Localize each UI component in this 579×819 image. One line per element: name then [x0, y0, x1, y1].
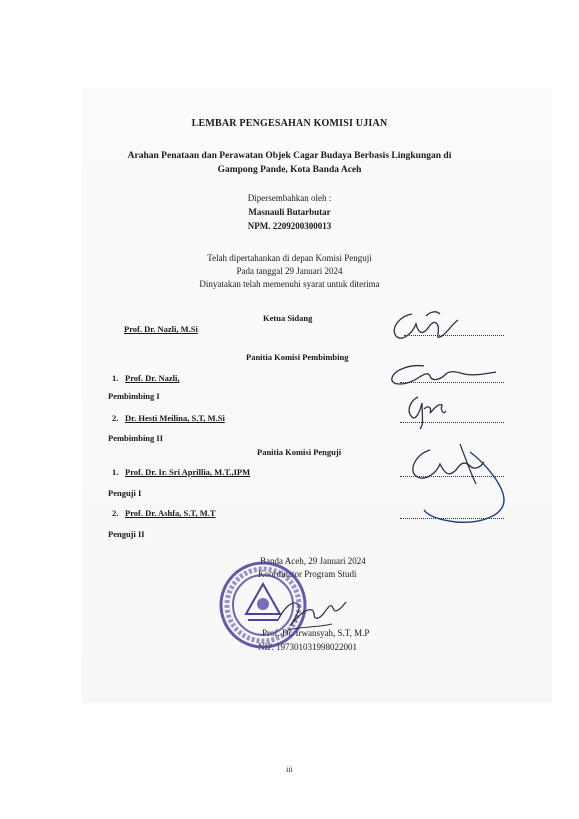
author-npm: NPM. 2209200300013: [247, 221, 332, 231]
coordinator-title: Koordinator Program Studi: [258, 569, 357, 579]
page-number: iii: [286, 765, 293, 774]
examiner-1-number: 1.: [112, 467, 119, 477]
examiner-2-name: Prof. Dr. Ashfa, S.T, M.T: [125, 508, 216, 518]
coordinator-nip: NIP. 197301031998022001: [258, 642, 358, 652]
examiner-heading: Panitia Komisi Penguji: [257, 447, 342, 457]
advisor-1-number: 1.: [112, 373, 119, 383]
defense-line2: Pada tanggal 29 Januari 2024: [236, 266, 343, 276]
advisor-2-role: Pembimbing II: [108, 433, 164, 443]
examiner-1-role: Penguji I: [108, 488, 142, 498]
examiner-2-role: Penguji II: [108, 529, 145, 539]
advisor-2-number: 2.: [112, 413, 119, 423]
page-title: LEMBAR PENGESAHAN KOMISI UJIAN: [191, 118, 388, 129]
advisor-2-signature-icon: [400, 393, 450, 431]
examiner-1-name: Prof. Dr. Ir. Sri Aprillia, M.T.,IPM: [125, 467, 251, 477]
chair-heading: Ketua Sidang: [263, 313, 313, 323]
examiner-signature-icon: [400, 440, 510, 530]
thesis-title-line2: Gampong Pande, Kota Banda Aceh: [217, 165, 362, 175]
place-date: Banda Aceh, 29 Januari 2024: [260, 556, 366, 566]
presented-by-label: Dipersembahkan oleh :: [247, 193, 332, 203]
author-name: Masnauli Butarbutar: [248, 207, 331, 217]
coordinator-name: Prof. Dr. Irwansyah, S.T, M.P: [262, 628, 370, 638]
coordinator-signature-icon: [268, 590, 348, 634]
chair-name: Prof. Dr. Nazli, M.Si: [124, 324, 198, 334]
advisor-1-role: Pembimbing I: [108, 391, 160, 401]
thesis-title-line1: Arahan Penataan dan Perawatan Objek Cagar Budaya Berbasis Lingkungan di: [127, 151, 452, 161]
defense-line3: Dinyatakan telah memenuhi syarat untuk diterima: [199, 279, 380, 289]
advisor-2-name: Dr. Hesti Meilina, S.T, M.Si: [125, 413, 225, 423]
advisor-1-signature-icon: [384, 360, 499, 392]
advisor-1-name: Prof. Dr. Nazli,: [125, 373, 180, 383]
examiner-2-number: 2.: [112, 508, 119, 518]
advisor-heading: Panitia Komisi Pembimbing: [246, 352, 349, 362]
defense-line1: Telah dipertahankan di depan Komisi Penguji: [207, 253, 372, 263]
chair-signature-icon: [382, 306, 472, 346]
